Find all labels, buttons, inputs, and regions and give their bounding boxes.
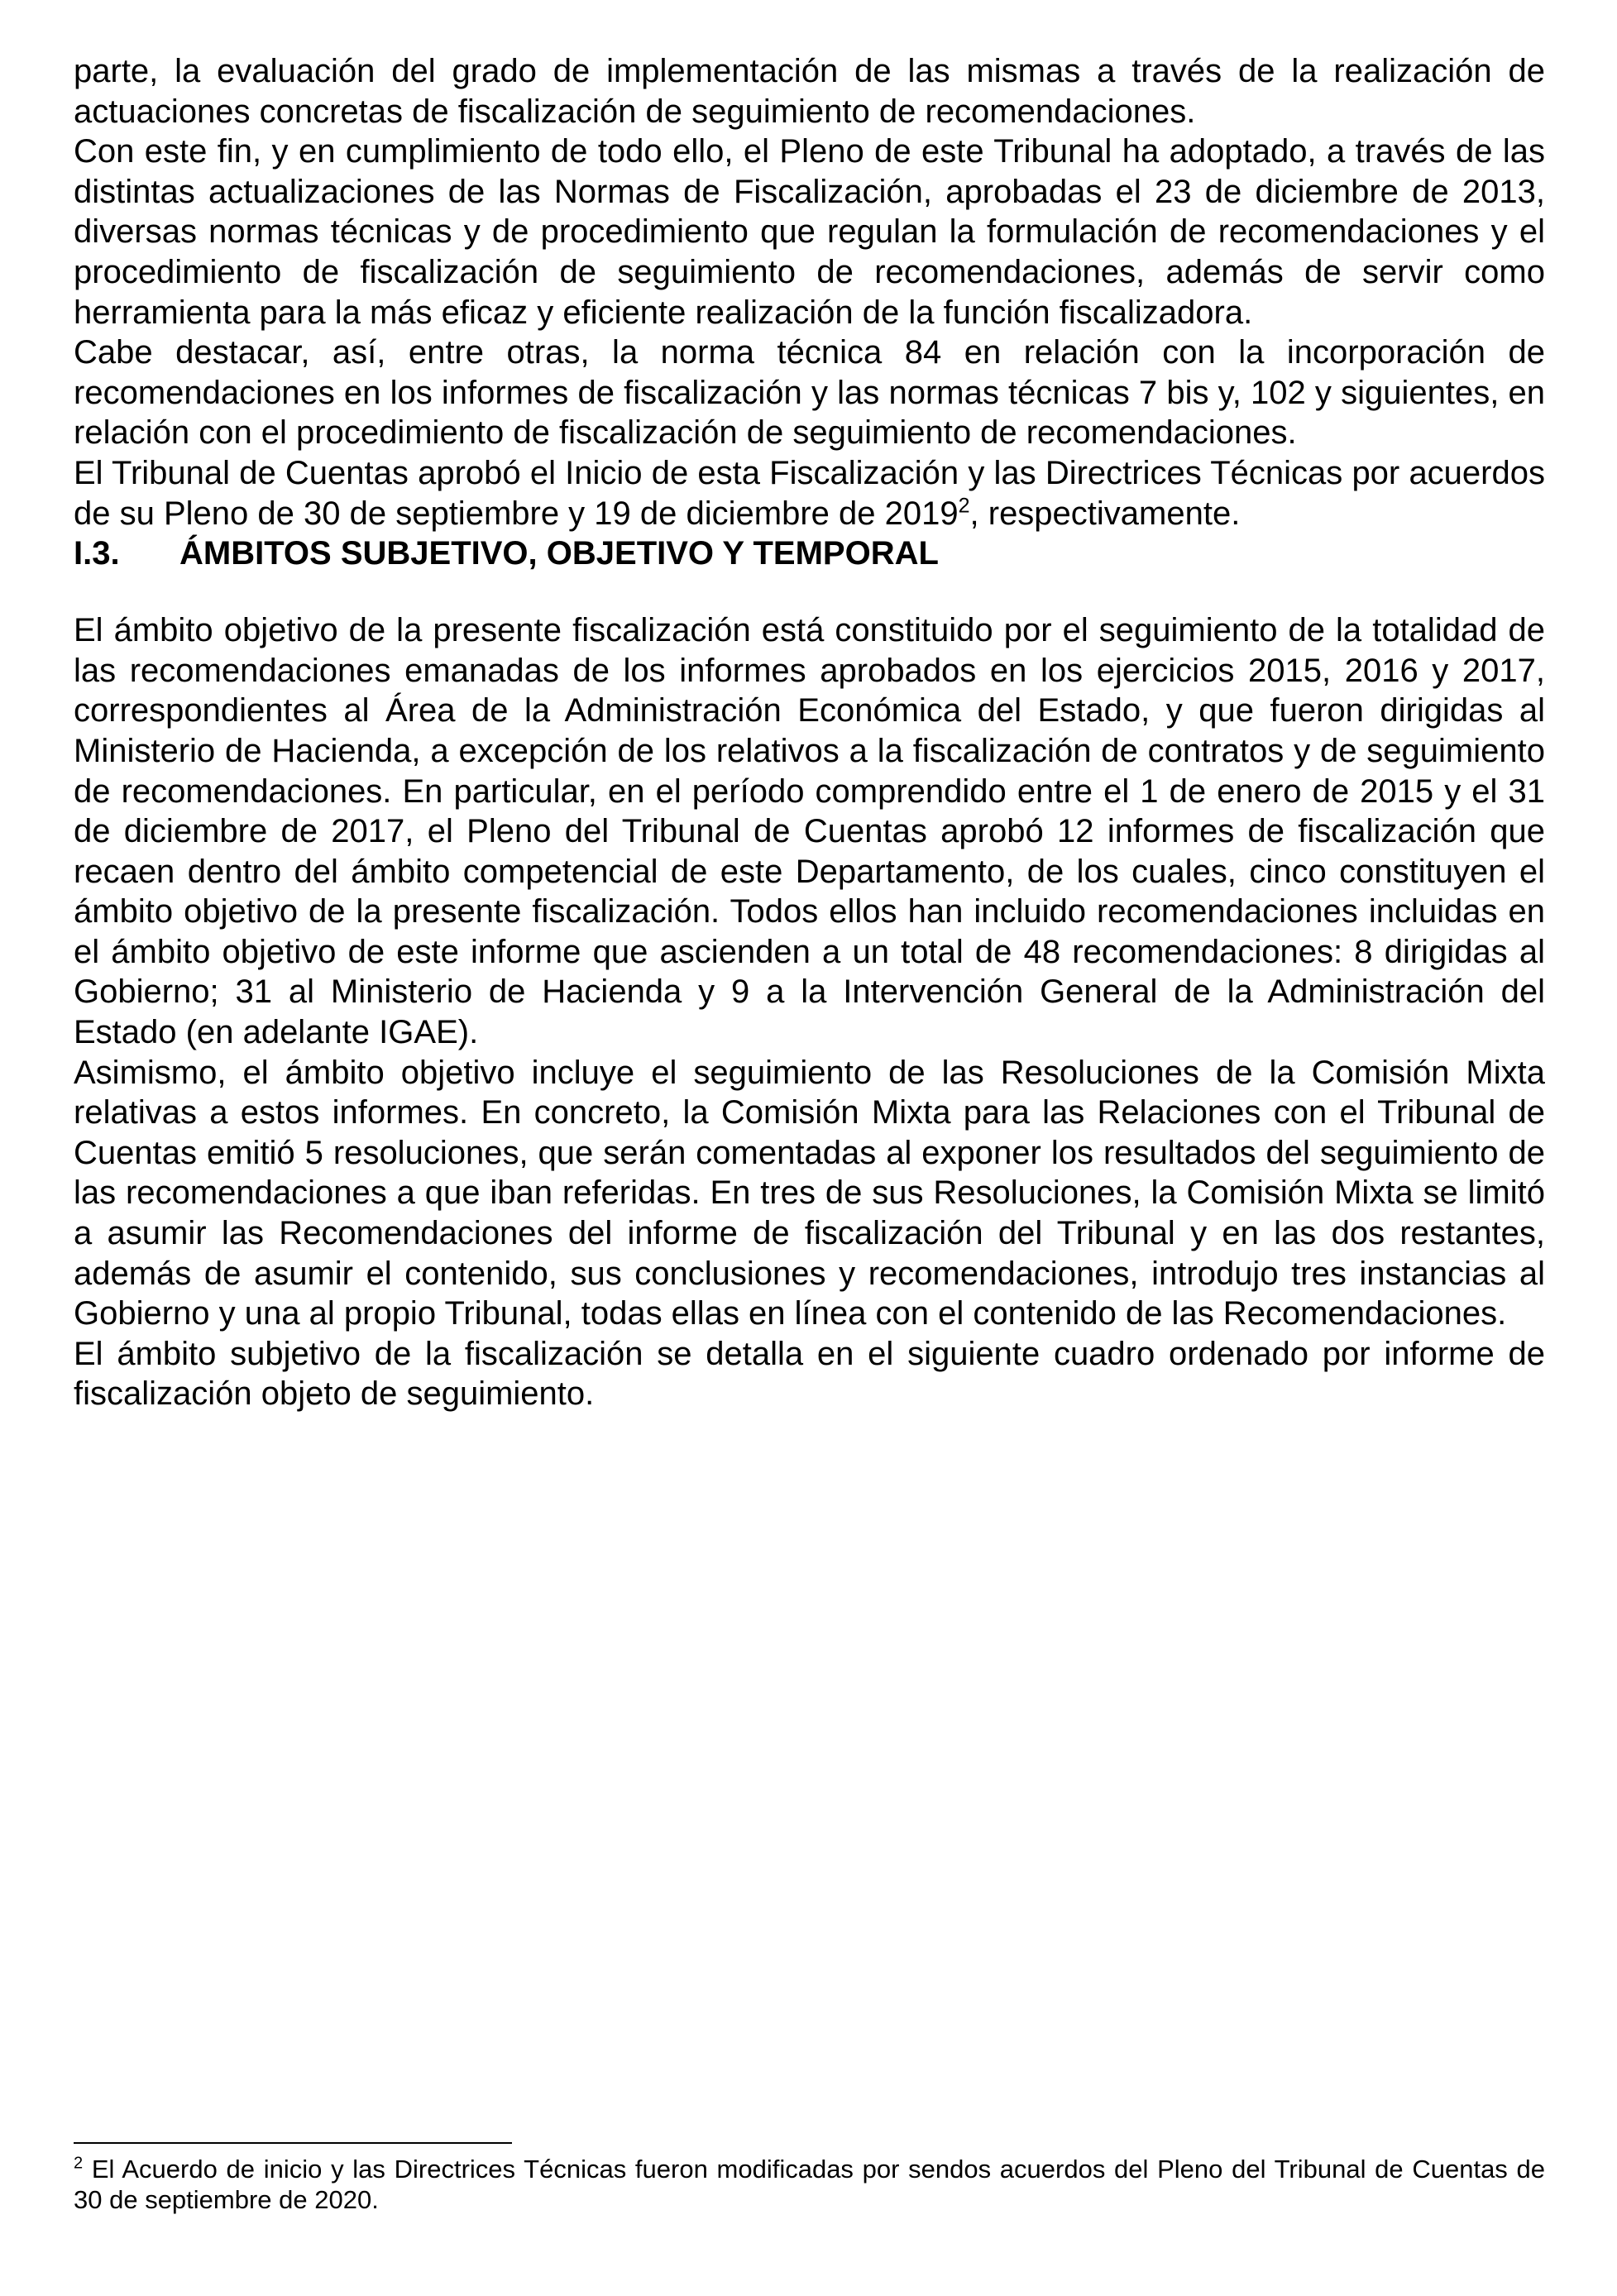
footnote-divider	[74, 2142, 512, 2144]
paragraph-normas-fiscalizacion: Con este fin, y en cumplimiento de todo ello, el Pleno de este Tribunal ha adoptado, a través de las distintas actualizaciones de las Normas de Fiscalización, aprobadas el 23 de diciembre de 2013, diversas normas técnicas y de procedimiento que regulan la formulación de recomendaciones y el procedimiento de fiscalización de seguimiento de recomendaciones, además de servir como herramienta para la más eficaz y eficiente realización de la función fiscalizadora.	[74, 133, 1545, 331]
paragraph-comision-mixta: Asimismo, el ámbito objetivo incluye el seguimiento de las Resoluciones de la Comisión Mixta relativas a estos informes. En concreto, la Comisión Mixta para las Relaciones con el Tribunal de Cuentas emitió 5 resoluciones, que serán comentadas al exponer los resultados del seguimiento de las recomendaciones a que iban referidas. En tres de sus Resoluciones, la Comisión Mixta se limitó a asumir las Recomendaciones del informe de fiscalización del Tribunal y en las dos restantes, además de asumir el contenido, sus conclusiones y recomendaciones, introdujo tres instancias al Gobierno y una al propio Tribunal, todas ellas en línea con el contenido de las Recomendaciones.	[74, 1054, 1545, 1332]
footnote-number: 2	[74, 2154, 84, 2173]
paragraph-normas-tecnicas: Cabe destacar, así, entre otras, la norma técnica 84 en relación con la incorporación de recomendaciones en los informes de fiscalización y las normas técnicas 7 bis y, 102 y siguientes, en relación con el procedimiento de fiscalización de seguimiento de recomendaciones.	[74, 334, 1545, 452]
paragraph-inicio-text-end: , respectivamente.	[969, 495, 1241, 532]
paragraph-inicio-fiscalizacion	[74, 453, 1545, 533]
footnote	[74, 2154, 1545, 2215]
section-title: ÁMBITOS SUBJETIVO, OBJETIVO Y TEMPORAL	[179, 535, 939, 572]
paragraph-inicio-text: El Tribunal de Cuentas aprobó el Inicio de esta Fiscalización y las Directrices Técnicas por acuerdos de su Pleno de 30 de septiembre y 19 de diciembre de 2019	[74, 454, 1545, 532]
footnote-reference[interactable]: 2	[958, 494, 970, 518]
paragraph-implementation: parte, la evaluación del grado de implementación de las mismas a través de la realización de actuaciones concretas de fiscalización de seguimiento de recomendaciones.	[74, 53, 1545, 130]
paragraph-ambito-objetivo: El ámbito objetivo de la presente fiscalización está constituido por el seguimiento de la totalidad de las recomendaciones emanadas de los informes aprobados en los ejercicios 2015, 2016 y 2017, correspondientes al Área de la Administración Económica del Estado, y que fueron dirigidas al Ministerio de Hacienda, a excepción de los relativos a la fiscalización de contratos y de seguimiento de recomendaciones. En particular, en el período comprendido entre el 1 de enero de 2015 y el 31 de diciembre de 2017, el Pleno del Tribunal de Cuentas aprobó 12 informes de fiscalización que recaen dentro del ámbito competencial de este Departamento, de los cuales, cinco constituyen el ámbito objetivo de la presente fiscalización. Todos ellos han incluido recomendaciones incluidas en el ámbito objetivo de este informe que ascienden a un total de 48 recomendaciones: 8 dirigidas al Gobierno; 31 al Ministerio de Hacienda y 9 a la Intervención General de la Administración del Estado (en adelante IGAE).	[74, 612, 1545, 1051]
document-page	[74, 51, 1545, 1414]
section-number: I.3.	[74, 535, 120, 572]
footnote-text: El Acuerdo de inicio y las Directrices Técnicas fueron modificadas por sendos acuerdos del Pleno del Tribunal de Cuentas de 30 de septiembre de 2020.	[74, 2155, 1545, 2214]
paragraph-ambito-subjetivo: El ámbito subjetivo de la fiscalización se detalla en el siguiente cuadro ordenado por informe de fiscalización objeto de seguimiento.	[74, 1335, 1545, 1413]
section-heading	[74, 533, 1545, 573]
